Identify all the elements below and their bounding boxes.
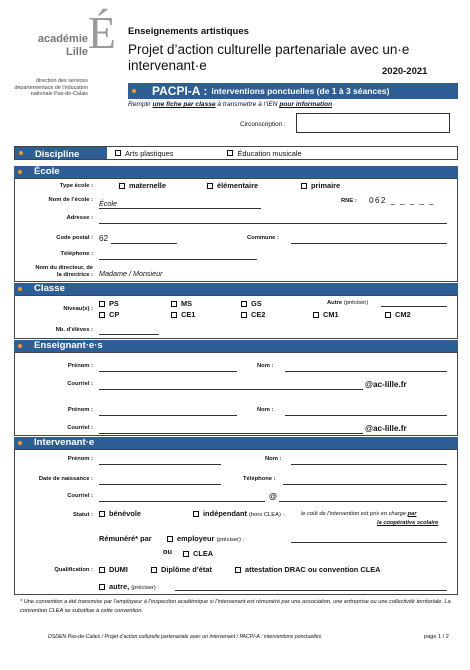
prenom-label: Prénom : [67,407,93,413]
checkbox-cm2[interactable] [385,310,411,319]
option-label: DUMI [109,565,128,574]
checkbox-ps[interactable] [99,299,119,308]
section-enseignants [14,352,458,436]
adresse-field[interactable] [99,223,447,224]
prenom-label: Prénom : [67,456,93,462]
intervenant-prenom-field[interactable] [99,464,221,465]
ou-label: ou [163,547,173,556]
checkbox-icon [385,312,391,318]
bullet-icon [18,170,22,174]
checkbox-elementaire[interactable] [207,181,258,190]
section-title: Enseignant·e·s [34,340,103,351]
section-title: Intervenant·e [34,437,95,448]
section-classe [14,295,458,339]
rne-value[interactable]: 062 _ _ _ _ _ [369,196,436,205]
checkbox-benevole[interactable] [99,509,141,518]
bullet-icon [18,287,22,291]
checkbox-icon [171,301,177,307]
autre-text: Autre [327,300,343,306]
logo-brand-line2: Lille [65,46,88,58]
enseignant1-nom-field[interactable] [285,371,447,372]
code-postal-label: Code postal : [56,235,93,241]
section-ecole [14,178,458,282]
employeur-field[interactable] [291,542,447,543]
remunere-label: Rémunéré* par [99,534,152,543]
autre-niveau-field[interactable] [381,306,447,307]
checkbox-icon [99,301,105,307]
email-domain: @ac-lille.fr [365,424,407,433]
checkbox-icon [99,584,105,590]
logo-department: direction des services départementaux de l'éducation nationale Pas-de-Calais [14,78,88,98]
checkbox-icon [193,511,199,517]
checkbox-primaire[interactable] [301,181,340,190]
option-label: indépendant [203,509,247,518]
option-label: CLEA [193,549,214,558]
code-postal-field[interactable] [111,243,177,244]
rne-label: RNE : [341,198,357,204]
preciser-hint: (préciser) : [131,585,159,591]
option-label: CM2 [395,310,411,319]
enseignant2-prenom-field[interactable] [99,415,237,416]
type-ecole-label: Type école : [59,183,93,189]
checkbox-icon [99,567,105,573]
directeur-label [15,265,93,279]
enseignant2-courriel-field[interactable] [99,433,363,434]
checkbox-ce1[interactable] [171,310,195,319]
section-title: École [34,166,60,177]
cooperative-note: la coopérative scolaire [377,520,439,526]
instr-text: à transmettre à l’IEN [215,101,280,108]
nb-eleves-field[interactable] [99,334,159,335]
checkbox-icon [235,567,241,573]
checkbox-icon [119,183,125,189]
checkbox-ce2[interactable] [241,310,265,319]
directeur-value[interactable]: Madame / Monsieur [99,269,163,278]
enseignant2-nom-field[interactable] [285,415,447,416]
section-classe-header [14,283,458,295]
note-emph: par [407,511,417,517]
intervenant-telephone-field[interactable] [283,484,447,485]
checkbox-maternelle[interactable] [119,181,166,190]
band-title: PACPI-A : [152,84,208,98]
nom-ecole-label: Nom de l’école : [48,197,93,203]
checkbox-icon [99,312,105,318]
commune-field[interactable] [291,243,447,244]
nb-eleves-label: Nb. d’élèves : [55,327,93,333]
intervenant-courriel-domain-field[interactable] [279,501,447,502]
bullet-icon [18,344,22,348]
prenom-label: Prénom : [67,363,93,369]
courriel-label: Courriel : [67,425,93,431]
option-label: maternelle [129,181,166,190]
checkbox-dumi[interactable] [99,565,128,574]
nom-label: Nom : [257,363,274,369]
label-line: Nom du directeur, de [35,265,93,271]
option-label: CM1 [323,310,339,319]
checkbox-employeur[interactable] [167,534,244,543]
enseignant1-prenom-field[interactable] [99,371,237,372]
option-label: CP [109,310,120,319]
pacpi-band [128,83,458,99]
email-domain: @ac-lille.fr [365,380,407,389]
checkbox-clea[interactable] [183,549,213,558]
checkbox-arts-plastiques[interactable] [115,149,173,158]
telephone-label: Téléphone : [60,251,93,257]
code-postal-value: 62 [99,234,109,243]
logo-glyph: É [87,7,116,58]
logo-brand-line1: académie [37,33,88,45]
option-label: Diplôme d’état [161,565,212,574]
checkbox-icon [227,150,233,156]
checkbox-autre-qualification[interactable] [99,582,159,591]
bullet-icon [19,151,23,155]
section-title: Classe [34,283,65,294]
option-label: primaire [311,181,341,190]
checkbox-icon [99,511,105,517]
checkbox-icon [301,183,307,189]
category-heading: Enseignements artistiques [128,26,249,37]
label-line: la directrice : [56,272,93,278]
discipline-row [14,146,458,160]
intervenant-courriel-user-field[interactable] [99,501,265,502]
commune-label: Commune : [247,235,279,241]
enseignant1-courriel-field[interactable] [99,389,363,390]
discipline-label [15,147,107,159]
discipline-title: Discipline [35,147,80,159]
page-title: Projet d’action culturelle partenariale avec un·e intervenant·e [128,42,410,73]
checkbox-icon [241,301,247,307]
checkbox-education-musicale[interactable] [227,149,301,158]
footnote: * Une convention a été transmise par l’employeur à l’inspection académique si l’intervenant est rémunéré par une association, une entreprise ou une collectivité territoriale. La convention CLEA se substitue à cette convention. [20,599,451,614]
instr-emph: une fiche par classe [152,101,216,108]
nom-label: Nom : [265,456,282,462]
naissance-field[interactable] [99,484,221,485]
statut-label: Statut : [73,512,93,518]
note-text: le coût de l’intervention est pris en charge [301,511,406,517]
telephone-field[interactable] [99,259,257,260]
naissance-label: Date de naissance : [38,476,93,482]
checkbox-icon [167,536,173,542]
checkbox-icon [151,567,157,573]
nom-label: Nom : [257,407,274,413]
checkbox-independant[interactable] [193,509,284,518]
instr-text: Remplir [128,101,153,108]
qualification-label: Qualification : [54,567,93,573]
option-label: GS [251,299,262,308]
option-label: bénévole [109,509,142,518]
courriel-label: Courriel : [67,493,93,499]
bullet-icon [18,441,22,445]
autre-qualification-field[interactable] [175,590,447,591]
option-label: autre, [109,582,130,591]
circonscription-label: Circonscription : [240,121,286,128]
adresse-label: Adresse : [66,215,93,221]
checkbox-icon [241,312,247,318]
page-footer: DSDEN Pas-de-Calais / Projet d’action culturelle partenariale avec un intervenant / PACPI-A : interventions ponctuelles [48,634,322,640]
option-label: PS [109,299,119,308]
checkbox-diplome-etat[interactable] [151,565,212,574]
page-number: page 1 / 2 [424,634,449,640]
option-label: CE1 [181,310,196,319]
band-subtitle: interventions ponctuelles (de 1 à 3 séances) [211,86,390,96]
checkbox-icon [313,312,319,318]
option-label: Arts plastiques [125,148,174,158]
option-label: élémentaire [217,181,259,190]
niveaux-label: Niveau(x) : [63,306,93,312]
autre-hint: (préciser) [343,300,369,306]
email-at: @ [269,492,277,501]
intervenant-nom-field[interactable] [291,464,447,465]
section-enseignants-header [14,340,458,352]
instructions [128,101,332,108]
bullet-icon [132,89,136,93]
instr-emph: pour information [279,101,333,108]
option-label: Éducation musicale [237,148,302,158]
section-intervenant-header [14,437,458,449]
cout-note [301,511,416,517]
courriel-label: Courriel : [67,381,93,387]
option-label: CE2 [251,310,266,319]
nom-ecole-field[interactable] [99,208,261,209]
nom-ecole-value: École [99,199,117,208]
option-label: MS [181,299,193,308]
preciser-hint: (préciser) : [216,537,245,543]
checkbox-icon [183,551,189,557]
checkbox-ms[interactable] [171,299,192,308]
checkbox-cp[interactable] [99,310,119,319]
section-intervenant [14,449,458,595]
checkbox-icon [115,150,121,156]
checkbox-attestation-drac[interactable] [235,565,381,574]
section-ecole-header [14,166,458,178]
checkbox-icon [207,183,213,189]
telephone-label: Téléphone : [243,476,276,482]
circonscription-field[interactable] [296,113,450,133]
hors-clea-note: (hors CLEA) : [249,512,285,518]
academie-logo [10,7,122,120]
checkbox-icon [171,312,177,318]
checkbox-cm1[interactable] [313,310,339,319]
school-year: 2020-2021 [382,66,428,77]
option-label: attestation DRAC ou convention CLEA [245,565,381,574]
option-label: employeur [177,534,215,543]
autre-label [327,300,368,306]
checkbox-gs[interactable] [241,299,262,308]
